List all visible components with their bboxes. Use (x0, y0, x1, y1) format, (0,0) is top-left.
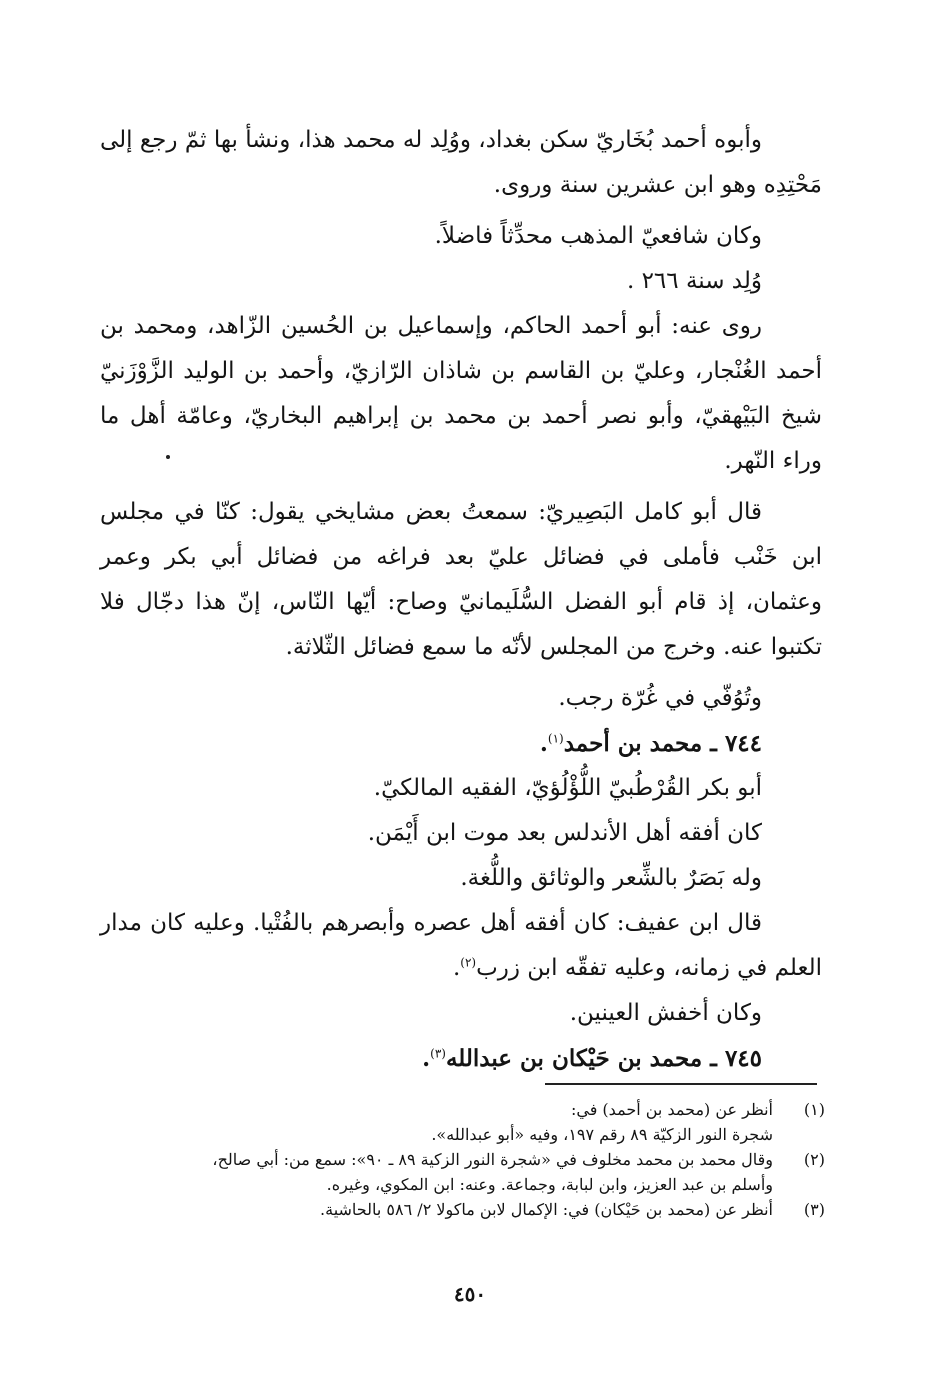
footnote-line: شجرة النور الزكيّة ٨٩ رقم ١٩٧، وفيه «أبو عبدالله». (431, 1125, 773, 1144)
footnote-1 (100, 1097, 825, 1147)
entry-744-ibn-afif-end: . (452, 955, 461, 981)
entry-745-end: . (422, 1045, 431, 1072)
entry-744-eyes: وكان أخفش العينين. (569, 1000, 762, 1026)
entry-744-kunya: أبو بكر القُرْطُبيّ اللُّؤْلُؤيّ، الفقيه المالكيّ. (373, 775, 762, 801)
entry-745-title: ٧٤٥ ـ محمد بن حَيْكان بن عبدالله (445, 1045, 762, 1072)
main-text (100, 118, 822, 1081)
entry-744-ibn-afif-text: قال ابن عفيف: كان أفقه أهل عصره وأبصرهم بالفُتْيا. وعليه كان مدار العلم في زمانه، وعليه تفقّه ابن زرب (100, 910, 822, 981)
page-number: ٤٥٠ (453, 1282, 487, 1306)
entry-744-end: . (539, 730, 548, 757)
entry-744-heading (100, 721, 822, 766)
footnote-divider (545, 1083, 817, 1085)
footnote-text (100, 1097, 773, 1147)
footnote-ref-2[interactable]: (٢) (460, 955, 477, 970)
paragraph-father: وأبوه أحمد بُخَاريّ سكن بغداد، ووُلِد له محمد هذا، ونشأ بها ثمّ رجع إلى مَحْتِدِه وهو ابن عشرين سنة وروى. (100, 127, 822, 198)
footnote-ref-1[interactable]: (١) (547, 731, 564, 746)
paragraph-narrators: روى عنه: أبو أحمد الحاكم، وإسماعيل بن الحُسين الزّاهد، ومحمد بن أحمد الغُنْجار، وعليّ بن القاسم بن شاذان الرّازيّ، وأحمد بن الوليد الزَّوْزَنيّ شيخ البَيْهقيّ، وأبو نصر أحمد بن محمد بن إبراهيم البخاريّ، وعامّة أهل ما وراء النّهر. (100, 313, 822, 474)
footnote-line: أنظر عن (محمد بن أحمد) في: (570, 1100, 773, 1119)
entry-745-heading (100, 1036, 822, 1081)
footnote-number: (١) (803, 1100, 825, 1119)
paragraph-death: وتُوُفّي في غُرّة رجب. (558, 685, 762, 711)
footnote-line: وأسلم بن عبد العزيز، وابن لبابة، وجماعة. وعنه: ابن المكوي، وغيره. (326, 1175, 773, 1194)
footnote-3 (100, 1197, 825, 1222)
entry-744-ibn-afif (100, 901, 822, 991)
footnote-text (100, 1197, 773, 1222)
footnote-ref-3[interactable]: (٣) (430, 1046, 446, 1061)
paragraph-birth: وُلِد سنة ٢٦٦ . (626, 268, 762, 294)
footnotes (100, 1097, 825, 1222)
footnote-2 (100, 1147, 825, 1197)
footnote-line: وقال محمد بن محمد مخلوف في «شجرة النور الزكية ٨٩ ـ ٩٠»: سمع من: أبي صالح، (212, 1150, 773, 1169)
footnote-text (100, 1147, 773, 1197)
entry-744-skills: وله بَصَرٌ بالشِّعر والوثائق واللُّغة. (460, 865, 762, 891)
footnote-number: (٢) (803, 1150, 825, 1169)
entry-744-andalus: كان أفقه أهل الأندلس بعد موت ابن أَيْمَن. (367, 820, 762, 846)
ink-speck (166, 455, 170, 459)
paragraph-madhhab: وكان شافعيّ المذهب محدِّثاً فاضلاً. (434, 223, 762, 249)
entry-744-title: ٧٤٤ ـ محمد بن أحمد (563, 730, 762, 757)
paragraph-anecdote: قال أبو كامل البَصِيريّ: سمعتُ بعض مشايخي يقول: كنّا في مجلس ابن خَنْب فأملى في فضائل عليّ بعد فراغه من فضائل أبي بكر وعمر وعثمان، إذ قام أبو الفضل السُّلَيمانيّ وصاح: أيّها النّاس، إنّ هذا دجّال فلا تكتبوا عنه. وخرج من المجلس لأنّه ما سمع فضائل الثّلاثة. (100, 499, 822, 660)
footnote-line: أنظر عن (محمد بن حَيْكان) في: الإكمال لابن ماكولا ٢/ ٥٨٦ بالحاشية. (320, 1200, 773, 1219)
footnote-number: (٣) (803, 1200, 825, 1219)
